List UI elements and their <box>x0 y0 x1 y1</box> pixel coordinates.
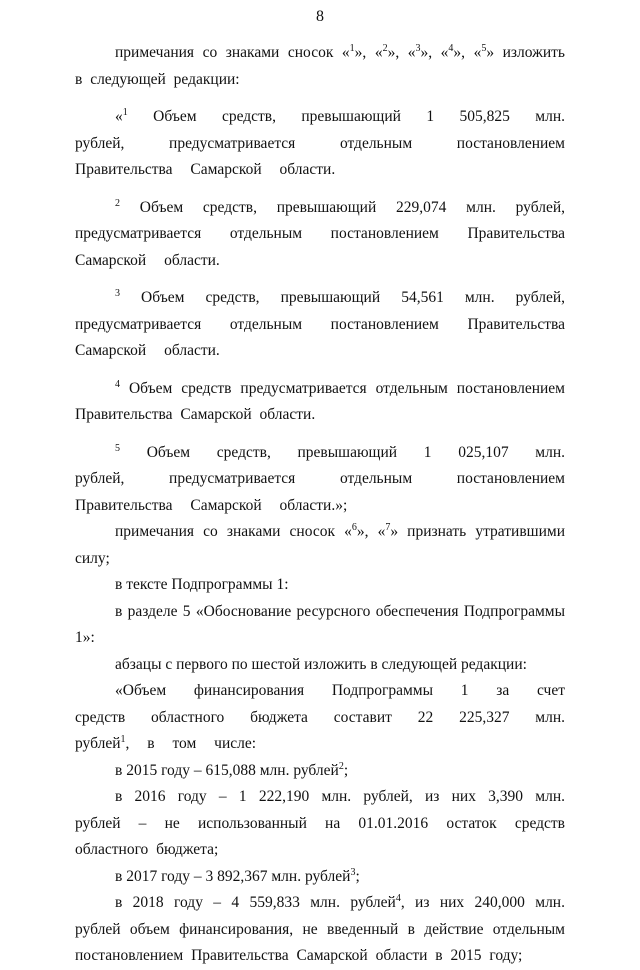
paragraph-total-funding: «Объем финансирования Подпрограммы 1 за счет средств областного бюджета составит 22 225,327 млн. рублей$^1$, в том числе: <box>75 682 565 752</box>
paragraph-footnote-notes-intro: примечания со знаками сносок «$^1$», «$^2$», «$^3$», «$^4$», «$^5$» изложить в следующей редакции: <box>75 43 566 88</box>
page-number: 8 <box>316 8 324 25</box>
paragraph-subprogram-text: в тексте Подпрограммы 1: <box>115 576 289 593</box>
paragraph-footnotes-void: примечания со знаками сносок «$^6$», «$^7$» признать утратившими силу; <box>75 522 565 567</box>
footnote-3: $^3$ Объем средств, превышающий 54,561 млн. рублей, предусматривается отдельным постановлением Правительства Самарской области. <box>75 288 565 359</box>
footnote-1: «$^1$ Объем средств, превышающий 1 505,825 млн. рублей, предусматривается отдельным постановлением Правительства Самарской области. <box>75 107 565 178</box>
paragraph-year-2017: в 2017 году – 3 892,367 млн. рублей$^3$; <box>115 866 360 885</box>
footnote-4: $^4$ Объем средств предусматривается отдельным постановлением Правительства Самарской области. <box>75 378 565 423</box>
paragraph-year-2018: в 2018 году – 4 559,833 млн. рублей$^4$, из них 240,000 млн. рублей объем финансирования, не введенный в действие отдельным постановлением Правительства Самарской области в 2015 году; <box>75 893 565 964</box>
paragraph-section-5: в разделе 5 «Обоснование ресурсного обеспечения Подпрограммы 1»: <box>75 602 565 646</box>
paragraph-year-2016: в 2016 году – 1 222,190 млн. рублей, из них 3,390 млн. рублей – не использованный на 01.01.2016 остаток средств областного бюджета; <box>75 788 565 858</box>
paragraph-year-2015: в 2015 году – 615,088 млн. рублей$^2$; <box>115 760 349 779</box>
footnote-2: $^2$ Объем средств, превышающий 229,074 млн. рублей, предусматривается отдельным постановлением Правительства Самарской области. <box>75 197 565 269</box>
document-body <box>75 40 565 970</box>
footnote-5: $^5$ Объем средств, превышающий 1 025,107 млн. рублей, предусматривается отдельным постановлением Правительства Самарской области.»; <box>75 442 565 514</box>
paragraph-abzacy: абзацы с первого по шестой изложить в следующей редакции: <box>115 655 527 673</box>
